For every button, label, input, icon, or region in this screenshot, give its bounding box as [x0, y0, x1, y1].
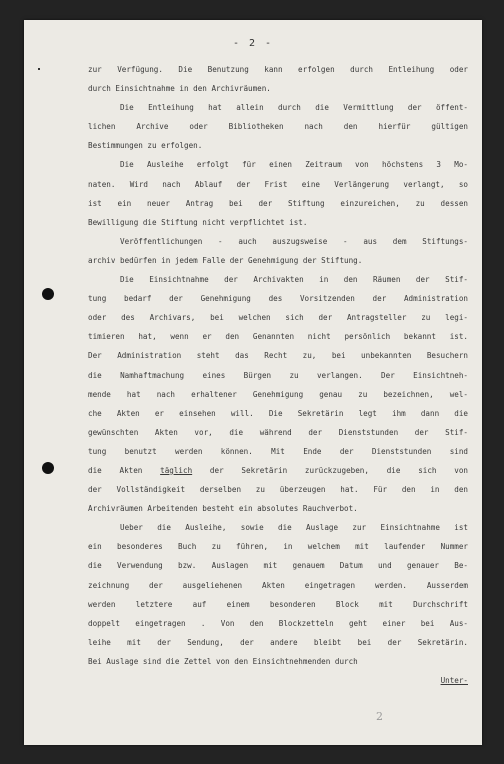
text-line: leihe mit der Sendung, der andere bleibt bei der Sekretärin.: [88, 637, 468, 647]
text-line: tung bedarf der Genehmigung des Vorsitzenden der Administration: [88, 294, 468, 304]
catchword: [88, 671, 468, 690]
page-number: - 2 -: [232, 38, 274, 49]
catchword-text: Unter-: [440, 676, 468, 685]
text-line: der Vollständigkeit derselben zu überzeugen hat. Für den in den: [88, 485, 468, 495]
text-line: ein besonderes Buch zu führen, in welchem mit laufender Nummer: [88, 542, 468, 552]
text-line: Der Administration steht das Recht zu, bei unbekannten Besuchern: [88, 351, 468, 361]
text-line: lichen Archive oder Bibliotheken nach den hierfür gültigen: [88, 122, 468, 132]
document-page: [24, 20, 482, 745]
text-line: tung benutzt werden können. Mit Ende der Dienststunden sind: [88, 446, 468, 456]
text-line: timieren hat, wenn er den Genannten nicht persönlich bekannt ist.: [88, 332, 468, 342]
text-line: Die Entleihung hat allein durch die Vermittlung der öffent-: [120, 103, 468, 113]
text-line: werden letztere auf einem besonderen Block mit Durchschrift: [88, 599, 468, 609]
body-text: [88, 60, 468, 690]
paper-mark: [38, 68, 40, 70]
text-line: die Akten täglich der Sekretärin zurückzugeben, die sich von: [88, 465, 468, 475]
text-line: gewünschten Akten vor, die während der Dienststunden der Stif-: [88, 427, 468, 437]
text-line: Bestimmungen zu erfolgen.: [88, 141, 203, 151]
text-line: Bei Auslage sind die Zettel von den Einsichtnehmenden durch: [88, 656, 358, 666]
text-line: Ueber die Ausleihe, sowie die Auslage zur Einsichtnahme ist: [120, 523, 468, 533]
text-line: Veröffentlichungen - auch auszugsweise - aus dem Stiftungs-: [120, 236, 468, 246]
text-line: Bewilligung die Stiftung nicht verpflichtet ist.: [88, 217, 308, 227]
text-line: oder des Archivars, bei welchen sich der Antragsteller zu legi-: [88, 313, 468, 323]
text-line: ist ein neuer Antrag bei der Stiftung einzureichen, zu dessen: [88, 198, 468, 208]
text-line: die Verwendung bzw. Auslagen mit genauem Datum und genauer Be-: [88, 561, 468, 571]
text-line: Die Einsichtnahme der Archivakten in den Räumen der Stif-: [120, 275, 468, 285]
punch-hole-lower: [42, 462, 54, 474]
text-line: naten. Wird nach Ablauf der Frist eine Verlängerung verlangt, so: [88, 179, 468, 189]
pencil-page-number: 2: [376, 710, 383, 723]
text-line: archiv bedürfen in jedem Falle der Genehmigung der Stiftung.: [88, 255, 363, 265]
text-line: durch Einsichtnahme in den Archivräumen.: [88, 84, 271, 94]
text-line: Die Ausleihe erfolgt für einen Zeitraum von höchstens 3 Mo-: [120, 160, 468, 170]
punch-hole-upper: [42, 288, 54, 300]
text-line: che Akten er einsehen will. Die Sekretärin legt ihm dann die: [88, 408, 468, 418]
text-line: zeichnung der ausgeliehenen Akten eingetragen werden. Ausserdem: [88, 580, 468, 590]
text-line: zur Verfügung. Die Benutzung kann erfolgen durch Entleihung oder: [88, 65, 468, 74]
text-line: die Namhaftmachung eines Bürgen zu verlangen. Der Einsichtneh-: [88, 370, 468, 380]
text-line: Archivräumen Arbeitenden besteht ein absolutes Rauchverbot.: [88, 504, 358, 514]
text-line: doppelt eingetragen . Von den Blockzetteln geht einer bei Aus-: [88, 618, 468, 628]
underlined-word: täglich: [160, 465, 193, 475]
text-line: mende hat nach erhaltener Genehmigung genau zu bezeichnen, wel-: [88, 389, 468, 399]
